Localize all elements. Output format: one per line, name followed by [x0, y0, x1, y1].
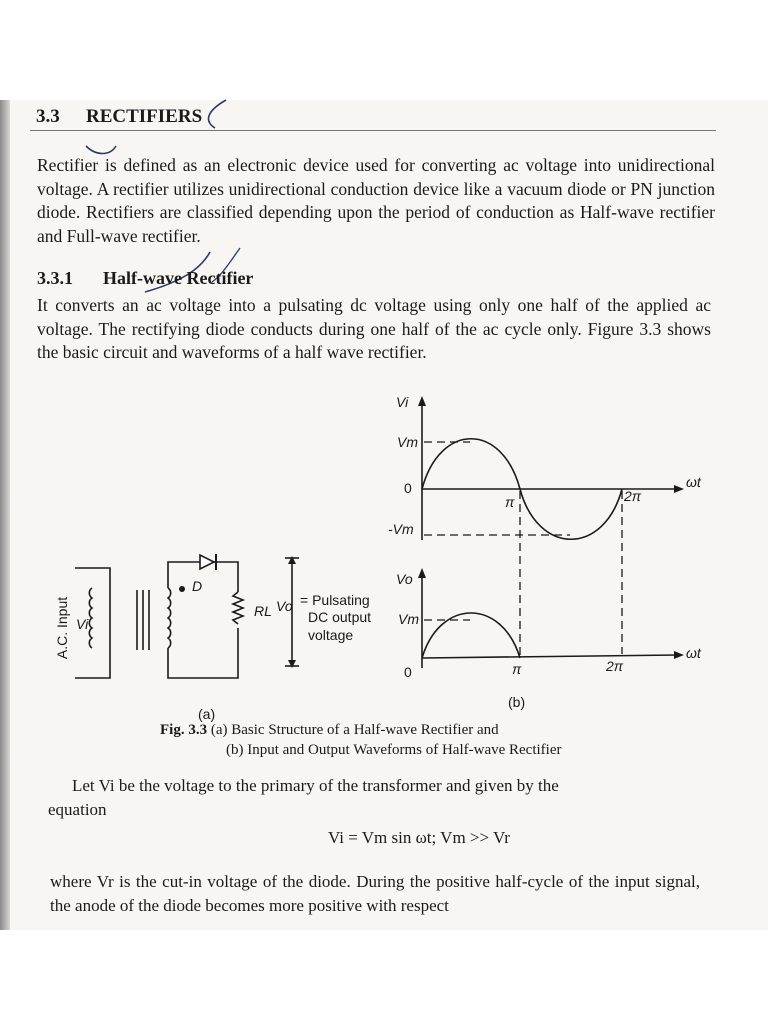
two-pi-output-label: 2π [606, 658, 624, 674]
diode-label: D [192, 578, 203, 594]
omega-t-output-label: ωt [686, 645, 701, 661]
figure-caption [160, 720, 562, 760]
subsection-title: Half-wave Rectifier [103, 268, 254, 288]
section-title: RECTIFIERS [86, 106, 203, 127]
pi-output-label: π [512, 661, 522, 677]
subsection-number: 3.3.1 [37, 268, 73, 288]
subsection-paragraph: It converts an ac voltage into a pulsating dc voltage using only one half of the applied ac voltage. The rectifying diode conducts during one half of the ac cycle only. Figure 3.3 shows the basic circuit and waveforms of a half wave rectifier. [37, 295, 711, 362]
neg-vm-label: -Vm [388, 521, 414, 537]
vi-axis-label: Vi [396, 394, 409, 410]
output-desc-line1: = Pulsating [300, 592, 370, 608]
section-number: 3.3 [36, 106, 60, 127]
two-pi-input-label: 2π [624, 488, 642, 504]
ac-input-label: A.C. Input [54, 596, 70, 660]
paragraph-let-vi-text: Let Vi be the voltage to the primary of the transformer and given by the [72, 776, 559, 795]
output-desc-line3: voltage [308, 627, 354, 643]
paragraph-let-vi-continuation: equation [48, 800, 107, 819]
output-half-wave [422, 613, 520, 658]
zero-input-label: 0 [404, 480, 412, 496]
zero-output-label: 0 [404, 664, 412, 680]
omega-t-input-label: ωt [686, 474, 701, 490]
paragraph-cut-in: where Vr is the cut-in voltage of the diode. During the positive half-cycle of the input signal, the anode of the diode becomes more positive with respect [50, 872, 700, 915]
load-label: RL [254, 603, 272, 619]
output-label: Vo [276, 598, 293, 614]
vo-axis-label: Vo [396, 571, 413, 587]
panel-b-label: (b) [508, 694, 526, 710]
vm-output-label: Vm [398, 611, 419, 627]
paragraph-let-vi [48, 774, 698, 822]
caption-line2: (b) Input and Output Waveforms of Half-wave Rectifier [226, 742, 562, 758]
vi-circuit-label: Vi [76, 616, 89, 632]
panel-a-label: (a) [198, 706, 216, 722]
pi-input-label: π [505, 494, 515, 510]
figure-label: Fig. 3.3 [160, 722, 208, 738]
caption-line1: (a) Basic Structure of a Half-wave Rectifier and [210, 722, 499, 738]
equation: Vi = Vm sin ωt; Vm >> Vr [328, 828, 510, 847]
intro-paragraph: Rectifier is defined as an electronic device used for converting ac voltage into unidirectional voltage. A rectifier utilizes unidirectional conduction device like a vacuum diode or PN junction diode. Rectifiers are classified depending upon the period of conduction as Half-wave rectifier and Full-wave rectifier. [37, 155, 715, 246]
vm-input-label: Vm [397, 434, 418, 450]
output-desc-line2: DC output [308, 609, 372, 625]
output-x-axis [422, 655, 678, 658]
